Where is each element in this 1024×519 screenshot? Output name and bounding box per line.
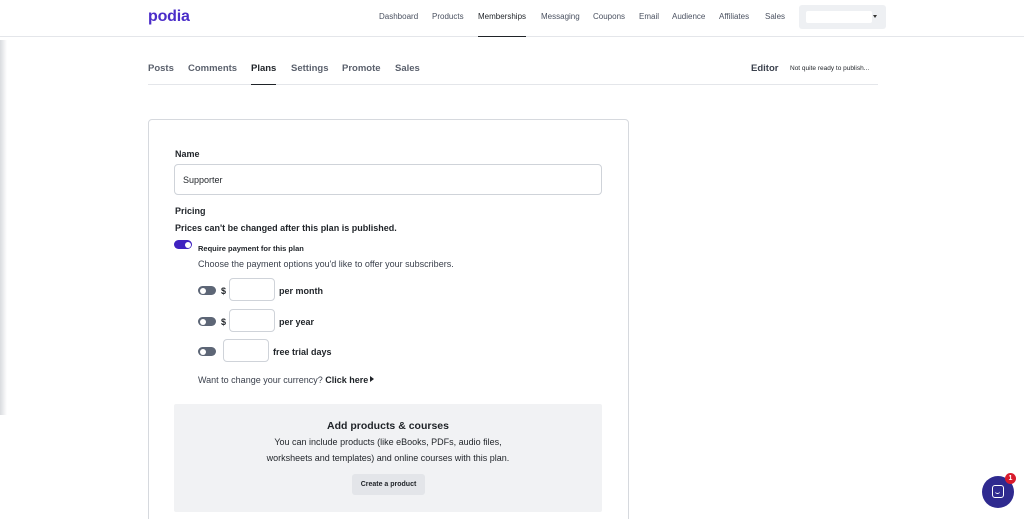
top-bar xyxy=(0,0,1024,37)
chevron-down-icon xyxy=(873,15,877,18)
change-currency-link-text[interactable]: Click here xyxy=(325,375,369,385)
per-month-toggle[interactable] xyxy=(198,286,216,295)
name-label: Name xyxy=(175,149,200,159)
side-panel-shadow xyxy=(0,40,7,415)
caret-right-icon xyxy=(370,376,374,382)
tab-plans[interactable]: Plans xyxy=(251,63,276,85)
payment-hint: Choose the payment options you'd like to offer your subscribers. xyxy=(198,259,454,269)
editor-link[interactable]: Editor xyxy=(751,63,779,74)
require-payment-label: Require payment for this plan xyxy=(198,244,304,253)
free-trial-label: free trial days xyxy=(273,347,332,357)
nav-coupons[interactable]: Coupons xyxy=(593,12,626,21)
free-trial-toggle[interactable] xyxy=(198,347,216,356)
dollar-sign: $ xyxy=(221,286,227,296)
tab-settings[interactable]: Settings xyxy=(291,63,329,74)
change-currency-link[interactable] xyxy=(325,375,374,385)
add-products-desc-2: worksheets and templates) and online courses with this plan. xyxy=(266,453,510,463)
podia-logo[interactable]: podia xyxy=(148,8,190,25)
nav-sales[interactable]: Sales xyxy=(765,12,786,21)
add-products-desc-1: You can include products (like eBooks, PDFs, audio files, xyxy=(274,437,502,447)
nav-products[interactable]: Products xyxy=(432,12,464,21)
add-products-panel xyxy=(174,404,602,512)
add-products-title: Add products & courses xyxy=(327,420,449,432)
nav-messaging[interactable]: Messaging xyxy=(541,12,580,21)
per-month-price-input[interactable] xyxy=(229,278,275,301)
tab-posts[interactable]: Posts xyxy=(148,63,174,74)
currency-question-line xyxy=(198,375,374,385)
nav-memberships[interactable]: Memberships xyxy=(478,12,526,37)
currency-question: Want to change your currency? xyxy=(198,375,323,385)
free-trial-days-input[interactable] xyxy=(223,339,269,362)
per-year-price-input[interactable] xyxy=(229,309,275,332)
per-year-label: per year xyxy=(279,317,315,327)
nav-email[interactable]: Email xyxy=(639,12,660,21)
nav-dashboard[interactable]: Dashboard xyxy=(379,12,419,21)
per-month-label: per month xyxy=(279,286,323,296)
store-select[interactable] xyxy=(799,5,886,29)
tab-promote[interactable]: Promote xyxy=(342,63,381,74)
pricing-label: Pricing xyxy=(175,206,206,216)
pricing-note: Prices can't be changed after this plan is published. xyxy=(175,223,397,233)
dollar-sign: $ xyxy=(221,317,227,327)
publish-status[interactable]: Not quite ready to publish... xyxy=(790,65,870,72)
plan-name-input[interactable] xyxy=(174,164,602,195)
nav-audience[interactable]: Audience xyxy=(672,12,706,21)
chat-icon xyxy=(992,485,1004,498)
chat-unread-badge: 1 xyxy=(1005,473,1016,484)
tab-sales[interactable]: Sales xyxy=(395,63,420,74)
store-select-value xyxy=(806,11,872,23)
tab-comments[interactable]: Comments xyxy=(188,63,238,74)
nav-affiliates[interactable]: Affiliates xyxy=(719,12,750,21)
membership-subnav xyxy=(148,52,878,85)
require-payment-toggle[interactable] xyxy=(174,240,192,249)
create-product-button[interactable]: Create a product xyxy=(352,474,425,495)
per-year-toggle[interactable] xyxy=(198,317,216,326)
